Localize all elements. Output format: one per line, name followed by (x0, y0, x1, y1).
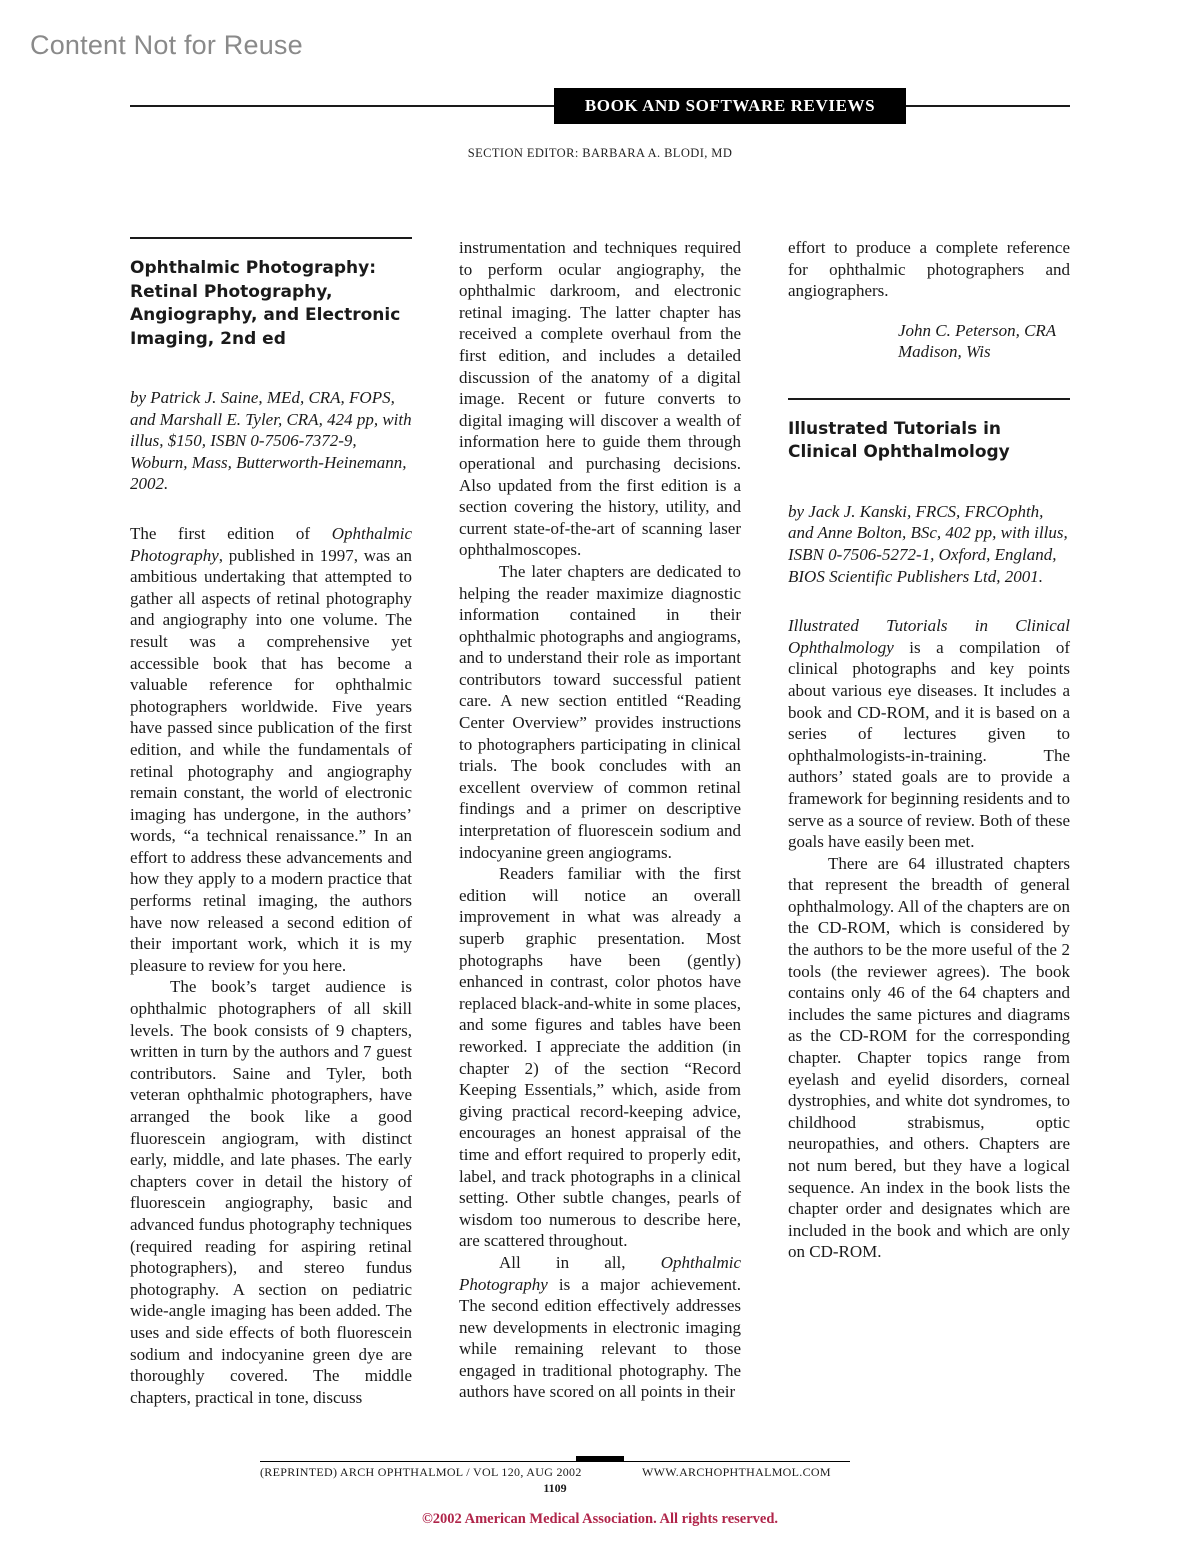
review-divider (788, 398, 1070, 400)
book-title-ref: Ophthalmic Photography (130, 523, 412, 565)
section-editor: SECTION EDITOR: BARBARA A. BLODI, MD (467, 146, 733, 160)
review-1-paragraph-2: The book’s target audience is ophthalmic photographers of all skill levels. The book consists of 9 chapters, written in turn by the authors and 7 guest contributors. Saine and Tyler, both veteran ophthalmic photographers, have arranged the book like a good fluorescein angiogram, with distinct early, middle, and late phases. The early chapters cover in detail the history of fluorescein angiography, basic and advanced fundus photography techniques (required reading for aspiring retinal photographers), and stereo fundus photography. A section on pediatric wide-angle imaging has been added. The uses and side effects of both fluorescein sodium and indocyanine green dye are thoroughly covered. The middle chapters, practical in tone, discuss (130, 977, 412, 1407)
section-header (130, 88, 1070, 124)
review-1-title: Ophthalmic Photography: Retinal Photography, Angiography, and Electronic Imaging, 2nd ed (130, 258, 401, 349)
review-divider (130, 237, 412, 239)
reviewer-signature (898, 320, 1070, 362)
review-1-paragraph-1: The first edition of Ophthalmic Photography, published in 1997, was an ambitious undertaking that attempted to gather all aspects of retinal photography and angiography into one volume. The result was a comprehensive yet accessible book that has become a valuable reference for ophthalmic photographers worldwide. Five years have passed since publication of the first edition, and while the fundamentals of retinal photography and angiography remain constant, the world of electronic imaging has undergone, in the authors’ words, “a technical renaissance.” In an effort to address these advancements and how they apply to a modern practice that performs retinal imaging, the authors have now released a second edition of their important work, which it is my pleasure to review for you here. (130, 523, 412, 975)
review-2-paragraph-2: There are 64 illustrated chapters that represent the breadth of general ophthalmology. All of the chapters are on the CD-ROM, which is considered by the authors to be the more useful of the 2 tools (the reviewer agrees). The book contains only 46 of the 64 chapters and includes the same pictures and diagrams as the CD-ROM for the corresponding chapter. Chapter topics range from eyelash and eyelid disorders, corneal dystrophies, and white dot syndromes, to childhood strabismus, optic neuropathies, and others. Chapters are not num bered, but they have a logical sequence. An index in the book lists the chapter order and designates which are included in the book and which are only on CD-ROM. (788, 853, 1070, 1262)
copyright-notice: ©2002 American Medical Association. All rights reserved. (421, 1511, 779, 1527)
review-1-byline: by Patrick J. Saine, MEd, CRA, FOPS, and Marshall E. Tyler, CRA, 424 pp, with illus, $150, ISBN 0-7506-7372-9, Woburn, Mass, Butterworth-Heinemann, 2002. (130, 388, 412, 494)
review-1-paragraph-5: All in all, Ophthalmic Photography is a major achievement. The second edition effectively addresses new developments in electronic imaging while remaining relevant to those engaged in traditional photography. The authors have scored on all points in their (459, 1252, 741, 1402)
column-2 (459, 237, 741, 1403)
review-1-paragraph-2-continued: instrumentation and techniques required to perform ocular angiography, the ophthalmic darkroom, and electronic retinal imaging. The latter chapter has received a complete overhaul from the first edition, and includes a detailed discussion of the anatomy of a digital image. Recent or future converts to digital imaging will discover a wealth of information here to guide them through operational and purchasing decisions. Also updated from the first edition is a section covering the history, utility, and current state-of-the-art of scanning laser ophthalmoscopes. (459, 238, 741, 560)
review-1-paragraph-3: The later chapters are dedicated to helping the reader maximize diagnostic information contained in their ophthalmic photographs and angiograms, and to understand their role as important contributors toward successful patient care. A new section entitled “Reading Center Overview” provides instructions to photographers participating in clinical trials. The book concludes with an excellent overview of common retinal findings and a primer on descriptive interpretation of fluorescein sodium and indocyanine green angiograms. (459, 561, 741, 862)
footer-rule (260, 1461, 850, 1462)
book-title-ref: Ophthalmic Photography (459, 1252, 741, 1294)
journal-url: WWW.ARCHOPHTHALMOL.COM (642, 1465, 831, 1479)
reviewer-location: Madison, Wis (898, 341, 991, 361)
review-2-byline: by Jack J. Kanski, FRCS, FRCOphth, and Anne Bolton, BSc, 402 pp, with illus, ISBN 0-7506-5272-1, Oxford, England, BIOS Scientific Publishers Ltd, 2001. (788, 501, 1068, 586)
reviewer-name: John C. Peterson, CRA (898, 320, 1057, 340)
book-title-ref: Illustrated Tutorials in Clinical Ophthalmology (788, 616, 1070, 657)
review-2-title: Illustrated Tutorials in Clinical Ophthalmology (788, 418, 1010, 463)
watermark: Content Not for Reuse (30, 30, 303, 60)
page-number: 1109 (543, 1481, 567, 1495)
review-1-paragraph-5-continued: effort to produce a complete reference for ophthalmic photographers and angiographers. (788, 238, 1070, 301)
review-1-paragraph-4: Readers familiar with the first edition will notice an overall improvement in what was already a superb graphic presentation. Most photographs have been (gently) enhanced in contrast, color photos have replaced black-and-white in some places, and some figures and tables have been reworked. I appreciate the addition (in chapter 2) of the section “Record Keeping Essentials,” which, aside from giving practical record-keeping advice, encourages an honest appraisal of the time and effort required to properly edit, label, and track photographs in a clinical setting. Other subtle changes, pearls of wisdom too numerous to describe here, are scattered throughout. (459, 864, 741, 1251)
review-2-paragraph-1: Illustrated Tutorials in Clinical Ophthalmology is a compilation of clinical photographs and key points about various eye diseases. It includes a book and CD-ROM, and it is based on a series of lectures given to ophthalmologists-in-training. The authors’ stated goals are to provide a framework for beginning residents and to serve as a source of review. Both of these goals have easily been met. (788, 616, 1070, 852)
column-3 (788, 237, 1070, 1263)
section-title: BOOK AND SOFTWARE REVIEWS (554, 88, 906, 124)
journal-citation: (REPRINTED) ARCH OPHTHALMOL / VOL 120, AUG 2002 (260, 1465, 582, 1479)
column-1 (130, 237, 412, 1408)
